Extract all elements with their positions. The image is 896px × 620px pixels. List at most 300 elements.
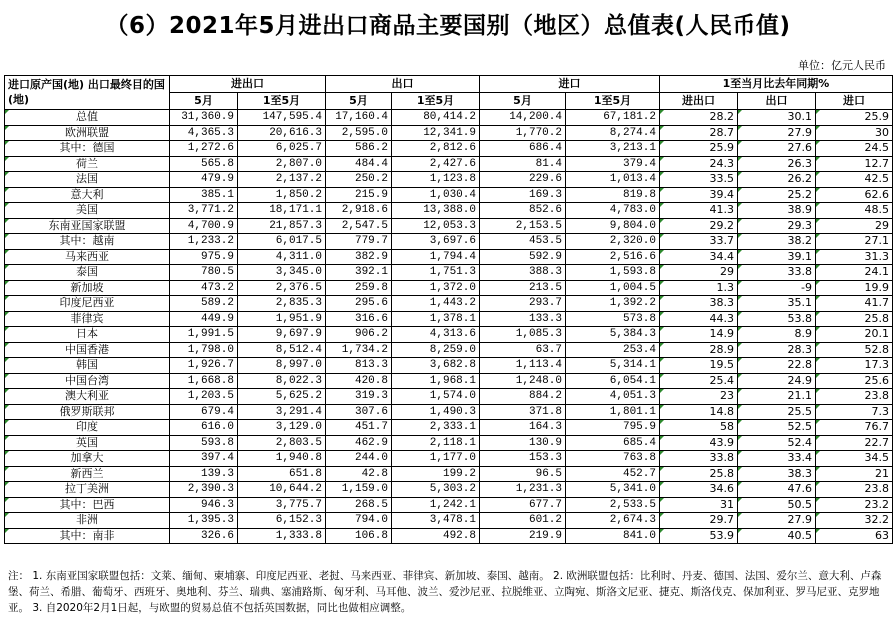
trade-table bbox=[4, 75, 893, 544]
value-cell: 5,625.2 bbox=[238, 389, 326, 405]
region-name-cell: 菲律宾 bbox=[5, 311, 170, 327]
value-cell: 14,200.4 bbox=[480, 110, 566, 126]
value-cell: 586.2 bbox=[326, 141, 392, 157]
value-cell: 1,593.8 bbox=[566, 265, 660, 281]
value-cell: 21 bbox=[816, 466, 893, 482]
region-name-cell: 其中：巴西 bbox=[5, 497, 170, 513]
value-cell: 29.3 bbox=[738, 218, 816, 234]
value-cell: 2,376.5 bbox=[238, 280, 326, 296]
value-cell: 616.0 bbox=[170, 420, 238, 436]
region-name-cell: 新西兰 bbox=[5, 466, 170, 482]
value-cell: 8,259.0 bbox=[392, 342, 480, 358]
value-cell: 9,697.9 bbox=[238, 327, 326, 343]
table-row bbox=[5, 358, 893, 374]
value-cell: 1,242.1 bbox=[392, 497, 480, 513]
value-cell: 2,835.3 bbox=[238, 296, 326, 312]
header-sub: 出口 bbox=[738, 93, 816, 110]
value-cell: 1,177.0 bbox=[392, 451, 480, 467]
header-sub: 1至5月 bbox=[566, 93, 660, 110]
value-cell: 22.7 bbox=[816, 435, 893, 451]
value-cell: 1,794.4 bbox=[392, 249, 480, 265]
value-cell: 14.9 bbox=[660, 327, 738, 343]
value-cell: 53.9 bbox=[660, 528, 738, 544]
value-cell: 946.3 bbox=[170, 497, 238, 513]
value-cell: 62.6 bbox=[816, 187, 893, 203]
value-cell: 38.2 bbox=[738, 234, 816, 250]
value-cell: 41.7 bbox=[816, 296, 893, 312]
value-cell: 42.8 bbox=[326, 466, 392, 482]
value-cell: 2,516.6 bbox=[566, 249, 660, 265]
value-cell: 52.5 bbox=[738, 420, 816, 436]
value-cell: 813.3 bbox=[326, 358, 392, 374]
value-cell: 32.2 bbox=[816, 513, 893, 529]
value-cell: 1,991.5 bbox=[170, 327, 238, 343]
value-cell: 130.9 bbox=[480, 435, 566, 451]
value-cell: 38.3 bbox=[660, 296, 738, 312]
value-cell: 147,595.4 bbox=[238, 110, 326, 126]
region-name-cell: 非洲 bbox=[5, 513, 170, 529]
value-cell: 31 bbox=[660, 497, 738, 513]
value-cell: 420.8 bbox=[326, 373, 392, 389]
value-cell: 53.8 bbox=[738, 311, 816, 327]
value-cell: 23.2 bbox=[816, 497, 893, 513]
value-cell: 371.8 bbox=[480, 404, 566, 420]
footnote: 注： 1. 东南亚国家联盟包括：文莱、缅甸、柬埔寨、印度尼西亚、老挝、马来西亚、菲律宾、新加坡、泰国、越南。 2. 欧洲联盟包括：比利时、丹麦、德国、法国、爱尔兰、意大利、卢森堡、荷兰、希腊、葡萄牙、西班牙、奥地利、芬兰、瑞典、塞浦路斯、匈牙利、马耳他、波兰、爱沙尼亚、拉脱维亚、立陶宛、斯洛文尼亚、捷克、斯洛伐克、保加利亚、罗马尼亚、克罗地亚。 3. 自2020年2月1日起，与欧盟的贸易总值不包括英国数据，同比也做相应调整。 bbox=[8, 570, 882, 614]
value-cell: 5,314.1 bbox=[566, 358, 660, 374]
table-row bbox=[5, 435, 893, 451]
value-cell: 779.7 bbox=[326, 234, 392, 250]
header-group-export: 出口 bbox=[326, 76, 480, 93]
region-name-cell: 印度尼西亚 bbox=[5, 296, 170, 312]
value-cell: 17.3 bbox=[816, 358, 893, 374]
value-cell: 565.8 bbox=[170, 156, 238, 172]
value-cell: 153.3 bbox=[480, 451, 566, 467]
value-cell: 1,951.9 bbox=[238, 311, 326, 327]
value-cell: 1,272.6 bbox=[170, 141, 238, 157]
value-cell: 1,392.2 bbox=[566, 296, 660, 312]
header-group-import: 进口 bbox=[480, 76, 660, 93]
value-cell: 215.9 bbox=[326, 187, 392, 203]
value-cell: 4,051.3 bbox=[566, 389, 660, 405]
value-cell: 1,378.1 bbox=[392, 311, 480, 327]
value-cell: 385.1 bbox=[170, 187, 238, 203]
value-cell: 18,171.1 bbox=[238, 203, 326, 219]
value-cell: 34.5 bbox=[816, 451, 893, 467]
value-cell: 23 bbox=[660, 389, 738, 405]
value-cell: 593.8 bbox=[170, 435, 238, 451]
value-cell: 106.8 bbox=[326, 528, 392, 544]
value-cell: 22.8 bbox=[738, 358, 816, 374]
value-cell: 27.9 bbox=[738, 125, 816, 141]
value-cell: 199.2 bbox=[392, 466, 480, 482]
value-cell: 6,025.7 bbox=[238, 141, 326, 157]
value-cell: 25.9 bbox=[660, 141, 738, 157]
value-cell: 2,803.5 bbox=[238, 435, 326, 451]
value-cell: 33.8 bbox=[738, 265, 816, 281]
value-cell: 1,113.4 bbox=[480, 358, 566, 374]
value-cell: 3,775.7 bbox=[238, 497, 326, 513]
region-name-cell: 总值 bbox=[5, 110, 170, 126]
region-name-cell: 其中：南非 bbox=[5, 528, 170, 544]
value-cell: 685.4 bbox=[566, 435, 660, 451]
value-cell: 1,372.0 bbox=[392, 280, 480, 296]
value-cell: 42.5 bbox=[816, 172, 893, 188]
table-row bbox=[5, 404, 893, 420]
region-name-cell: 意大利 bbox=[5, 187, 170, 203]
value-cell: 29.7 bbox=[660, 513, 738, 529]
value-cell: 3,291.4 bbox=[238, 404, 326, 420]
value-cell: 24.9 bbox=[738, 373, 816, 389]
value-cell: 679.4 bbox=[170, 404, 238, 420]
value-cell: 4,313.6 bbox=[392, 327, 480, 343]
value-cell: 34.6 bbox=[660, 482, 738, 498]
value-cell: 29.2 bbox=[660, 218, 738, 234]
value-cell: 80,414.2 bbox=[392, 110, 480, 126]
header-sub: 进口 bbox=[816, 93, 893, 110]
value-cell: 2,812.6 bbox=[392, 141, 480, 157]
value-cell: 21.1 bbox=[738, 389, 816, 405]
value-cell: 651.8 bbox=[238, 466, 326, 482]
region-name-cell: 加拿大 bbox=[5, 451, 170, 467]
header-group-yoy: 1至当月比去年同期% bbox=[660, 76, 893, 93]
value-cell: 794.0 bbox=[326, 513, 392, 529]
value-cell: 1,333.8 bbox=[238, 528, 326, 544]
value-cell: 10,644.2 bbox=[238, 482, 326, 498]
value-cell: 26.3 bbox=[738, 156, 816, 172]
value-cell: 27.6 bbox=[738, 141, 816, 157]
value-cell: 76.7 bbox=[816, 420, 893, 436]
table-row bbox=[5, 342, 893, 358]
region-name-cell: 拉丁美洲 bbox=[5, 482, 170, 498]
value-cell: 26.2 bbox=[738, 172, 816, 188]
value-cell: 96.5 bbox=[480, 466, 566, 482]
table-row bbox=[5, 265, 893, 281]
value-cell: 25.6 bbox=[816, 373, 893, 389]
value-cell: 3,129.0 bbox=[238, 420, 326, 436]
table-row bbox=[5, 234, 893, 250]
value-cell: 3,697.6 bbox=[392, 234, 480, 250]
value-cell: 33.5 bbox=[660, 172, 738, 188]
table-row bbox=[5, 218, 893, 234]
region-name-cell: 其中：德国 bbox=[5, 141, 170, 157]
value-cell: 6,017.5 bbox=[238, 234, 326, 250]
value-cell: 852.6 bbox=[480, 203, 566, 219]
header-corner: 进口原产国(地) 出口最终目的国(地) bbox=[5, 76, 170, 110]
value-cell: 1,490.3 bbox=[392, 404, 480, 420]
table-row bbox=[5, 373, 893, 389]
value-cell: 3,682.8 bbox=[392, 358, 480, 374]
value-cell: 58 bbox=[660, 420, 738, 436]
value-cell: 462.9 bbox=[326, 435, 392, 451]
value-cell: 397.4 bbox=[170, 451, 238, 467]
value-cell: 44.3 bbox=[660, 311, 738, 327]
value-cell: 4,700.9 bbox=[170, 218, 238, 234]
value-cell: 1,968.1 bbox=[392, 373, 480, 389]
value-cell: 1.3 bbox=[660, 280, 738, 296]
value-cell: 2,427.6 bbox=[392, 156, 480, 172]
value-cell: 975.9 bbox=[170, 249, 238, 265]
value-cell: 4,783.0 bbox=[566, 203, 660, 219]
value-cell: 40.5 bbox=[738, 528, 816, 544]
value-cell: 63.7 bbox=[480, 342, 566, 358]
value-cell: 43.9 bbox=[660, 435, 738, 451]
value-cell: 479.9 bbox=[170, 172, 238, 188]
value-cell: 33.8 bbox=[660, 451, 738, 467]
value-cell: 5,303.2 bbox=[392, 482, 480, 498]
value-cell: 4,311.0 bbox=[238, 249, 326, 265]
table-row bbox=[5, 203, 893, 219]
value-cell: 307.6 bbox=[326, 404, 392, 420]
value-cell: 1,013.4 bbox=[566, 172, 660, 188]
value-cell: 24.3 bbox=[660, 156, 738, 172]
value-cell: 492.8 bbox=[392, 528, 480, 544]
value-cell: 33.7 bbox=[660, 234, 738, 250]
value-cell: 25.9 bbox=[816, 110, 893, 126]
table-row bbox=[5, 389, 893, 405]
value-cell: 2,118.1 bbox=[392, 435, 480, 451]
value-cell: 25.4 bbox=[660, 373, 738, 389]
value-cell: 484.4 bbox=[326, 156, 392, 172]
table-row bbox=[5, 482, 893, 498]
value-cell: 259.8 bbox=[326, 280, 392, 296]
value-cell: 31.3 bbox=[816, 249, 893, 265]
value-cell: 6,152.3 bbox=[238, 513, 326, 529]
value-cell: 25.8 bbox=[816, 311, 893, 327]
region-name-cell: 新加坡 bbox=[5, 280, 170, 296]
value-cell: 28.9 bbox=[660, 342, 738, 358]
value-cell: 28.2 bbox=[660, 110, 738, 126]
value-cell: 67,181.2 bbox=[566, 110, 660, 126]
region-name-cell: 印度 bbox=[5, 420, 170, 436]
value-cell: 841.0 bbox=[566, 528, 660, 544]
value-cell: 8,512.4 bbox=[238, 342, 326, 358]
value-cell: 2,320.0 bbox=[566, 234, 660, 250]
value-cell: 5,341.0 bbox=[566, 482, 660, 498]
region-name-cell: 英国 bbox=[5, 435, 170, 451]
value-cell: 3,213.1 bbox=[566, 141, 660, 157]
value-cell: 25.5 bbox=[738, 404, 816, 420]
value-cell: 213.5 bbox=[480, 280, 566, 296]
value-cell: 763.8 bbox=[566, 451, 660, 467]
value-cell: 473.2 bbox=[170, 280, 238, 296]
value-cell: 23.8 bbox=[816, 389, 893, 405]
value-cell: 1,233.2 bbox=[170, 234, 238, 250]
region-name-cell: 俄罗斯联邦 bbox=[5, 404, 170, 420]
unit-label: 单位：亿元人民币 bbox=[798, 59, 886, 72]
value-cell: 449.9 bbox=[170, 311, 238, 327]
value-cell: 24.5 bbox=[816, 141, 893, 157]
value-cell: 1,030.4 bbox=[392, 187, 480, 203]
header-sub: 5月 bbox=[326, 93, 392, 110]
region-name-cell: 泰国 bbox=[5, 265, 170, 281]
value-cell: 52.4 bbox=[738, 435, 816, 451]
value-cell: 139.3 bbox=[170, 466, 238, 482]
table-row bbox=[5, 466, 893, 482]
table-row bbox=[5, 280, 893, 296]
value-cell: 253.4 bbox=[566, 342, 660, 358]
value-cell: 1,203.5 bbox=[170, 389, 238, 405]
table-row bbox=[5, 249, 893, 265]
value-cell: 1,085.3 bbox=[480, 327, 566, 343]
value-cell: 884.2 bbox=[480, 389, 566, 405]
value-cell: 244.0 bbox=[326, 451, 392, 467]
value-cell: 388.3 bbox=[480, 265, 566, 281]
region-name-cell: 中国台湾 bbox=[5, 373, 170, 389]
table-row bbox=[5, 141, 893, 157]
value-cell: 1,231.3 bbox=[480, 482, 566, 498]
region-name-cell: 东南亚国家联盟 bbox=[5, 218, 170, 234]
table-row bbox=[5, 311, 893, 327]
value-cell: 13,388.0 bbox=[392, 203, 480, 219]
region-name-cell: 欧洲联盟 bbox=[5, 125, 170, 141]
value-cell: 1,574.0 bbox=[392, 389, 480, 405]
value-cell: 1,734.2 bbox=[326, 342, 392, 358]
table-row bbox=[5, 110, 893, 126]
value-cell: 2,595.0 bbox=[326, 125, 392, 141]
header-sub: 5月 bbox=[480, 93, 566, 110]
value-cell: 601.2 bbox=[480, 513, 566, 529]
value-cell: 1,248.0 bbox=[480, 373, 566, 389]
value-cell: 780.5 bbox=[170, 265, 238, 281]
value-cell: 39.1 bbox=[738, 249, 816, 265]
value-cell: 34.4 bbox=[660, 249, 738, 265]
value-cell: 50.5 bbox=[738, 497, 816, 513]
value-cell: 2,674.3 bbox=[566, 513, 660, 529]
value-cell: 1,798.0 bbox=[170, 342, 238, 358]
value-cell: 41.3 bbox=[660, 203, 738, 219]
region-name-cell: 法国 bbox=[5, 172, 170, 188]
region-name-cell: 美国 bbox=[5, 203, 170, 219]
value-cell: 20,616.3 bbox=[238, 125, 326, 141]
value-cell: 295.6 bbox=[326, 296, 392, 312]
value-cell: 21,857.3 bbox=[238, 218, 326, 234]
value-cell: 795.9 bbox=[566, 420, 660, 436]
value-cell: 316.6 bbox=[326, 311, 392, 327]
region-name-cell: 荷兰 bbox=[5, 156, 170, 172]
value-cell: 133.3 bbox=[480, 311, 566, 327]
value-cell: 1,668.8 bbox=[170, 373, 238, 389]
table-row bbox=[5, 125, 893, 141]
value-cell: 52.8 bbox=[816, 342, 893, 358]
value-cell: 1,751.3 bbox=[392, 265, 480, 281]
region-name-cell: 日本 bbox=[5, 327, 170, 343]
value-cell: 1,004.5 bbox=[566, 280, 660, 296]
value-cell: 31,360.9 bbox=[170, 110, 238, 126]
value-cell: 30 bbox=[816, 125, 893, 141]
value-cell: 25.8 bbox=[660, 466, 738, 482]
value-cell: 453.5 bbox=[480, 234, 566, 250]
value-cell: 392.1 bbox=[326, 265, 392, 281]
value-cell: 219.9 bbox=[480, 528, 566, 544]
value-cell: 382.9 bbox=[326, 249, 392, 265]
header-sub: 5月 bbox=[170, 93, 238, 110]
value-cell: 589.2 bbox=[170, 296, 238, 312]
value-cell: 12,053.3 bbox=[392, 218, 480, 234]
value-cell: 3,478.1 bbox=[392, 513, 480, 529]
value-cell: 1,801.1 bbox=[566, 404, 660, 420]
value-cell: 17,160.4 bbox=[326, 110, 392, 126]
value-cell: -9 bbox=[738, 280, 816, 296]
value-cell: 47.6 bbox=[738, 482, 816, 498]
region-name-cell: 韩国 bbox=[5, 358, 170, 374]
value-cell: 2,333.1 bbox=[392, 420, 480, 436]
header-sub: 1至5月 bbox=[238, 93, 326, 110]
region-name-cell: 其中：越南 bbox=[5, 234, 170, 250]
table-row bbox=[5, 172, 893, 188]
value-cell: 319.3 bbox=[326, 389, 392, 405]
value-cell: 48.5 bbox=[816, 203, 893, 219]
value-cell: 2,533.5 bbox=[566, 497, 660, 513]
value-cell: 2,807.0 bbox=[238, 156, 326, 172]
header-group-total: 进出口 bbox=[170, 76, 326, 93]
table-row bbox=[5, 187, 893, 203]
value-cell: 8.9 bbox=[738, 327, 816, 343]
value-cell: 592.9 bbox=[480, 249, 566, 265]
table-row bbox=[5, 497, 893, 513]
value-cell: 81.4 bbox=[480, 156, 566, 172]
value-cell: 379.4 bbox=[566, 156, 660, 172]
value-cell: 326.6 bbox=[170, 528, 238, 544]
value-cell: 229.6 bbox=[480, 172, 566, 188]
header-sub: 进出口 bbox=[660, 93, 738, 110]
value-cell: 819.8 bbox=[566, 187, 660, 203]
value-cell: 29 bbox=[660, 265, 738, 281]
value-cell: 677.7 bbox=[480, 497, 566, 513]
value-cell: 23.8 bbox=[816, 482, 893, 498]
value-cell: 5,384.3 bbox=[566, 327, 660, 343]
value-cell: 1,850.2 bbox=[238, 187, 326, 203]
region-name-cell: 中国香港 bbox=[5, 342, 170, 358]
value-cell: 38.9 bbox=[738, 203, 816, 219]
value-cell: 293.7 bbox=[480, 296, 566, 312]
value-cell: 27.9 bbox=[738, 513, 816, 529]
value-cell: 451.7 bbox=[326, 420, 392, 436]
value-cell: 2,918.6 bbox=[326, 203, 392, 219]
table-row bbox=[5, 528, 893, 544]
value-cell: 14.8 bbox=[660, 404, 738, 420]
value-cell: 24.1 bbox=[816, 265, 893, 281]
value-cell: 25.2 bbox=[738, 187, 816, 203]
value-cell: 4,365.3 bbox=[170, 125, 238, 141]
table-row bbox=[5, 327, 893, 343]
value-cell: 8,274.4 bbox=[566, 125, 660, 141]
value-cell: 30.1 bbox=[738, 110, 816, 126]
value-cell: 12,341.9 bbox=[392, 125, 480, 141]
value-cell: 2,153.5 bbox=[480, 218, 566, 234]
value-cell: 1,395.3 bbox=[170, 513, 238, 529]
value-cell: 19.5 bbox=[660, 358, 738, 374]
value-cell: 1,159.0 bbox=[326, 482, 392, 498]
value-cell: 2,137.2 bbox=[238, 172, 326, 188]
value-cell: 6,054.1 bbox=[566, 373, 660, 389]
value-cell: 1,123.8 bbox=[392, 172, 480, 188]
table-row bbox=[5, 156, 893, 172]
value-cell: 452.7 bbox=[566, 466, 660, 482]
value-cell: 33.4 bbox=[738, 451, 816, 467]
value-cell: 12.7 bbox=[816, 156, 893, 172]
value-cell: 20.1 bbox=[816, 327, 893, 343]
value-cell: 1,926.7 bbox=[170, 358, 238, 374]
value-cell: 28.7 bbox=[660, 125, 738, 141]
value-cell: 19.9 bbox=[816, 280, 893, 296]
value-cell: 38.3 bbox=[738, 466, 816, 482]
table-row bbox=[5, 296, 893, 312]
value-cell: 39.4 bbox=[660, 187, 738, 203]
value-cell: 573.8 bbox=[566, 311, 660, 327]
value-cell: 8,997.0 bbox=[238, 358, 326, 374]
value-cell: 268.5 bbox=[326, 497, 392, 513]
value-cell: 169.3 bbox=[480, 187, 566, 203]
